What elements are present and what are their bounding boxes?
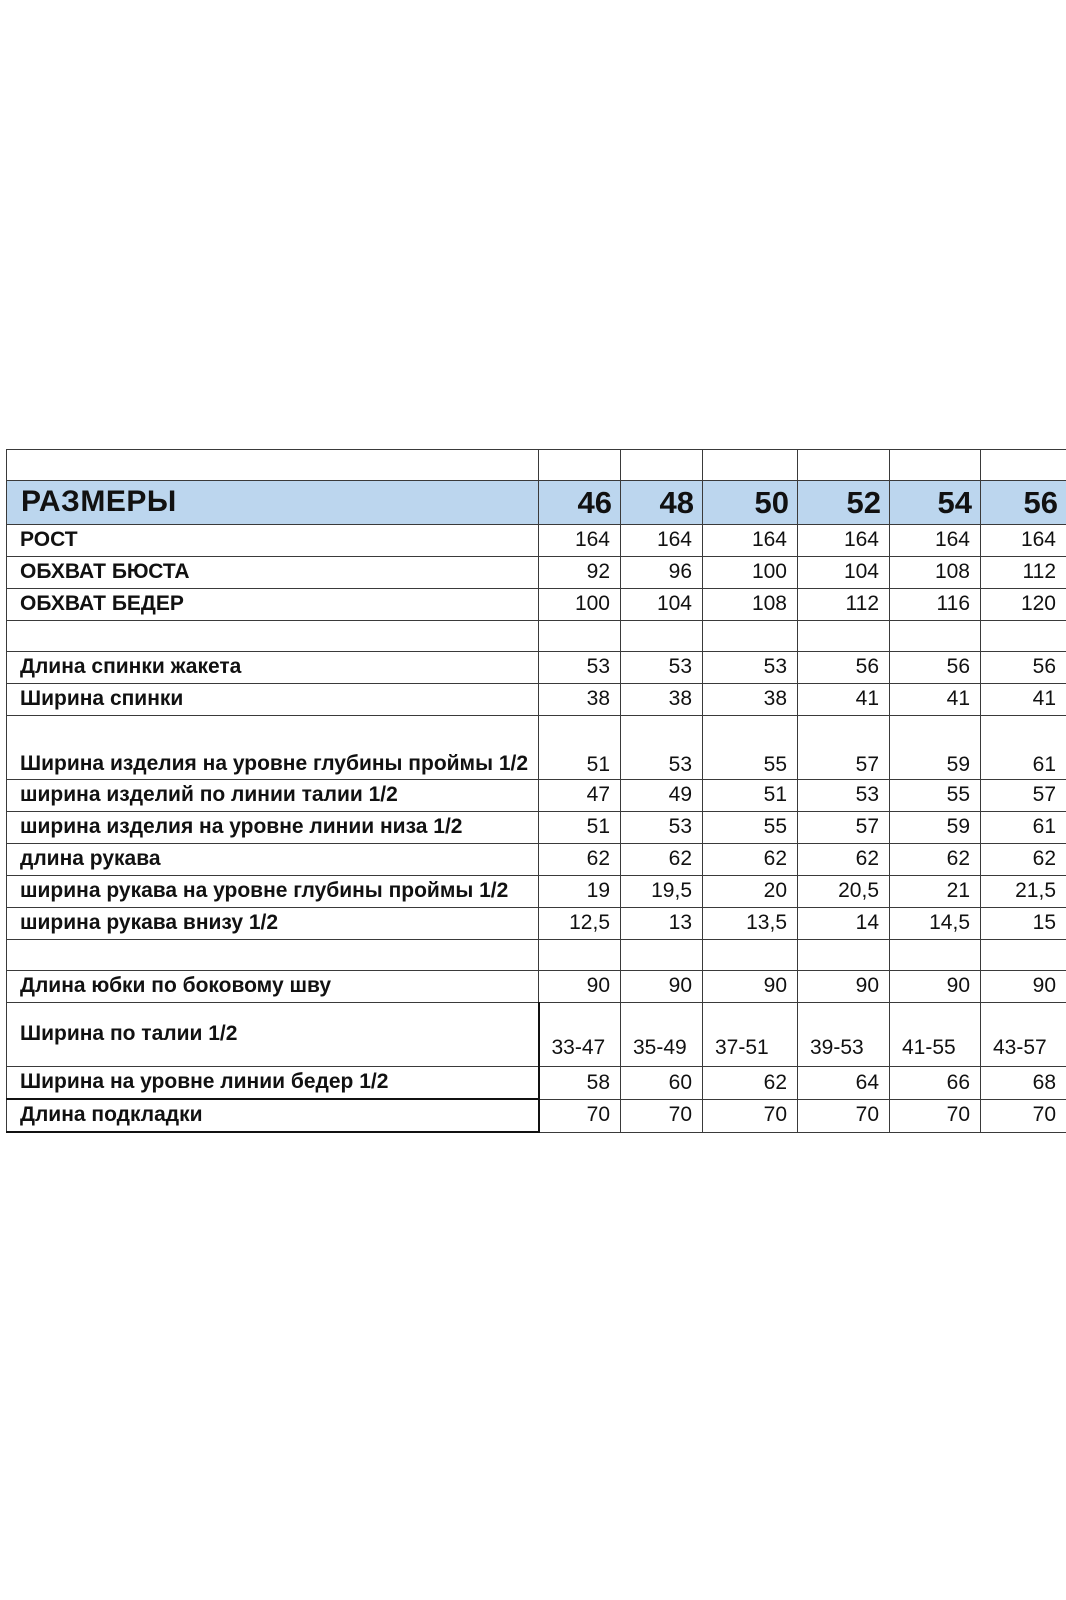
table-header-row — [7, 481, 1066, 525]
table-cell: 70 — [981, 1099, 1066, 1132]
table-cell: 70 — [798, 1099, 890, 1132]
table-cell: 21,5 — [981, 876, 1066, 908]
row-label: длина рукава — [7, 844, 539, 876]
table-cell: 61 — [981, 812, 1066, 844]
table-cell: 116 — [890, 589, 981, 621]
table-row — [7, 589, 1066, 621]
table-cell: 62 — [621, 844, 703, 876]
row-label: ширина рукава внизу 1/2 — [7, 908, 539, 940]
table-row — [7, 812, 1066, 844]
table-cell: 90 — [621, 971, 703, 1003]
table-cell: 35-49 — [621, 1003, 703, 1067]
table-row — [7, 716, 1066, 780]
table-cell: 57 — [981, 780, 1066, 812]
table-cell: 104 — [798, 557, 890, 589]
table-cell: 13,5 — [703, 908, 798, 940]
table-cell: 92 — [539, 557, 621, 589]
table-cell: 62 — [703, 1067, 798, 1100]
table-row — [7, 525, 1066, 557]
table-row-blank — [7, 450, 1066, 481]
sizes-header-label: РАЗМЕРЫ — [7, 481, 539, 525]
table-cell: 59 — [890, 812, 981, 844]
table-row — [7, 844, 1066, 876]
table-cell: 37-51 — [703, 1003, 798, 1067]
table-cell: 38 — [539, 684, 621, 716]
table-row — [7, 908, 1066, 940]
table-cell: 112 — [981, 557, 1066, 589]
table-cell: 38 — [703, 684, 798, 716]
table-cell: 14,5 — [890, 908, 981, 940]
row-label: ширина изделий по линии талии 1/2 — [7, 780, 539, 812]
table-cell: 108 — [890, 557, 981, 589]
table-row-blank — [7, 621, 1066, 652]
table-cell: 96 — [621, 557, 703, 589]
table-cell: 14 — [798, 908, 890, 940]
size-header-cell: 48 — [621, 481, 703, 525]
table-cell: 19 — [539, 876, 621, 908]
table-cell: 62 — [703, 844, 798, 876]
table-cell: 41 — [798, 684, 890, 716]
row-label: Ширина на уровне линии бедер 1/2 — [7, 1067, 539, 1100]
table-cell: 38 — [621, 684, 703, 716]
table-row — [7, 557, 1066, 589]
table-row — [7, 1003, 1066, 1067]
table-cell: 55 — [890, 780, 981, 812]
table-cell: 100 — [539, 589, 621, 621]
table-cell: 12,5 — [539, 908, 621, 940]
table-row — [7, 971, 1066, 1003]
table-cell: 120 — [981, 589, 1066, 621]
table-cell: 90 — [890, 971, 981, 1003]
table-row — [7, 876, 1066, 908]
table-cell: 60 — [621, 1067, 703, 1100]
table-cell: 57 — [798, 716, 890, 780]
table-row — [7, 1067, 1066, 1100]
table-cell: 61 — [981, 716, 1066, 780]
table-cell: 62 — [890, 844, 981, 876]
table-cell: 64 — [798, 1067, 890, 1100]
size-header-cell: 52 — [798, 481, 890, 525]
table-cell: 33-47 — [539, 1003, 621, 1067]
table-row — [7, 1099, 1066, 1132]
table-cell: 41 — [890, 684, 981, 716]
table-cell: 19,5 — [621, 876, 703, 908]
row-label: Длина спинки жакета — [7, 652, 539, 684]
table-cell: 104 — [621, 589, 703, 621]
size-header-cell: 56 — [981, 481, 1066, 525]
row-label: Длина подкладки — [7, 1099, 539, 1132]
table-cell: 53 — [621, 812, 703, 844]
table-cell: 90 — [798, 971, 890, 1003]
table-cell: 20,5 — [798, 876, 890, 908]
size-header-cell: 46 — [539, 481, 621, 525]
table-row-blank — [7, 940, 1066, 971]
table-row — [7, 652, 1066, 684]
table-cell: 66 — [890, 1067, 981, 1100]
table-cell: 53 — [703, 652, 798, 684]
table-cell: 164 — [621, 525, 703, 557]
table-cell: 164 — [703, 525, 798, 557]
table-cell: 68 — [981, 1067, 1066, 1100]
table-cell: 90 — [981, 971, 1066, 1003]
table-cell: 62 — [981, 844, 1066, 876]
table-cell: 56 — [890, 652, 981, 684]
table-cell: 55 — [703, 716, 798, 780]
row-label: Ширина изделия на уровне глубины проймы 1/2 — [7, 716, 539, 780]
table-cell: 164 — [798, 525, 890, 557]
table-cell: 70 — [539, 1099, 621, 1132]
row-label: Ширина по талии 1/2 — [7, 1003, 539, 1067]
table-row — [7, 780, 1066, 812]
table-cell: 43-57 — [981, 1003, 1066, 1067]
table-cell: 47 — [539, 780, 621, 812]
table-cell: 41-55 — [890, 1003, 981, 1067]
table-cell: 15 — [981, 908, 1066, 940]
table-cell: 164 — [981, 525, 1066, 557]
table-cell: 70 — [890, 1099, 981, 1132]
table-cell: 57 — [798, 812, 890, 844]
row-label: Длина юбки по боковому шву — [7, 971, 539, 1003]
table-cell: 53 — [621, 716, 703, 780]
table-cell: 53 — [798, 780, 890, 812]
table-cell: 108 — [703, 589, 798, 621]
row-label: ОБХВАТ БЮСТА — [7, 557, 539, 589]
table-cell: 100 — [703, 557, 798, 589]
table-cell: 55 — [703, 812, 798, 844]
table-cell: 39-53 — [798, 1003, 890, 1067]
table-cell: 164 — [890, 525, 981, 557]
row-label: ОБХВАТ БЕДЕР — [7, 589, 539, 621]
table-cell: 59 — [890, 716, 981, 780]
table-cell: 70 — [621, 1099, 703, 1132]
table-row — [7, 684, 1066, 716]
table-cell: 70 — [703, 1099, 798, 1132]
table-cell: 112 — [798, 589, 890, 621]
table-cell: 51 — [703, 780, 798, 812]
table-cell: 90 — [539, 971, 621, 1003]
table-cell: 58 — [539, 1067, 621, 1100]
row-label: ширина изделия на уровне линии низа 1/2 — [7, 812, 539, 844]
table-cell: 53 — [621, 652, 703, 684]
size-header-cell: 54 — [890, 481, 981, 525]
row-label: РОСТ — [7, 525, 539, 557]
size-table — [6, 449, 1066, 1133]
table-cell: 20 — [703, 876, 798, 908]
table-cell: 41 — [981, 684, 1066, 716]
table-cell: 62 — [539, 844, 621, 876]
table-cell: 164 — [539, 525, 621, 557]
table-cell: 13 — [621, 908, 703, 940]
table-cell: 49 — [621, 780, 703, 812]
row-label: Ширина спинки — [7, 684, 539, 716]
table-cell: 21 — [890, 876, 981, 908]
table-cell: 51 — [539, 716, 621, 780]
size-header-cell: 50 — [703, 481, 798, 525]
table-cell: 90 — [703, 971, 798, 1003]
row-label: ширина рукава на уровне глубины проймы 1/2 — [7, 876, 539, 908]
table-cell: 56 — [798, 652, 890, 684]
table-cell: 56 — [981, 652, 1066, 684]
table-cell: 53 — [539, 652, 621, 684]
table-cell: 62 — [798, 844, 890, 876]
table-cell: 51 — [539, 812, 621, 844]
